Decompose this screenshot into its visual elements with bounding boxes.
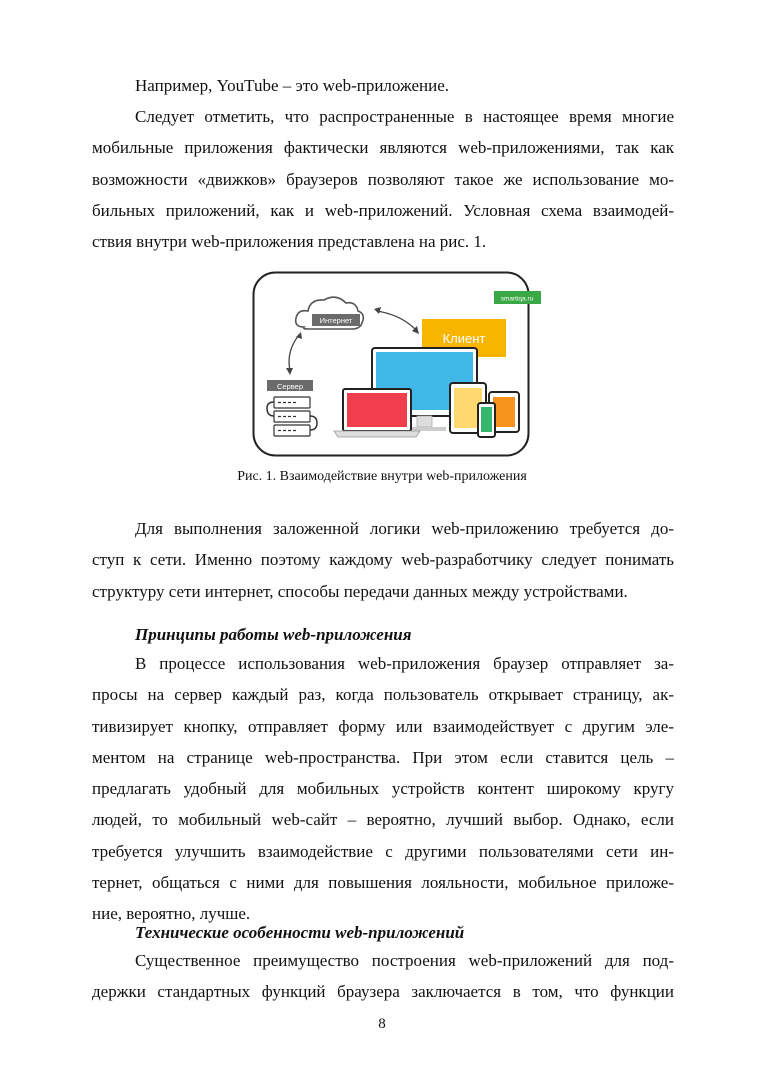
- section-heading-technical: Технические особенности web-приложений: [135, 923, 465, 942]
- section-heading-principles: Принципы работы web-приложения: [135, 625, 412, 644]
- page-number: 8: [378, 1016, 386, 1032]
- text-line: бильных приложений, как и web-приложений. Условная схема взаимодей-: [92, 200, 674, 220]
- text-line: структуру сети интернет, способы передачи данных между устройствами.: [92, 581, 628, 601]
- text-line: ние, вероятно, лучше.: [92, 904, 251, 924]
- watermark-text: smartiqa.ru: [500, 295, 534, 303]
- text-line: возможности «движков» браузеров позволяют такое же использование мо-: [92, 169, 674, 189]
- internet-label: Интернет: [319, 316, 353, 325]
- paragraph-technical: [92, 945, 674, 1008]
- text-line: Существенное преимущество построения web-приложений для под-: [135, 951, 674, 970]
- text-line: В процессе использования web-приложения браузер отправляет за-: [135, 654, 674, 673]
- paragraph-mobile-apps: [92, 101, 674, 257]
- laptop-icon: [334, 389, 420, 437]
- text-line: Например, YouTube – это web-приложение.: [135, 76, 450, 95]
- text-line: мобильные приложения фактически являются web-приложениями, так как: [92, 138, 674, 158]
- text-line: ствия внутри web-приложения представлена на рис. 1.: [92, 232, 487, 252]
- text-line: предлагать удобный для мобильных устройств контент широкому кругу: [92, 779, 674, 799]
- client-label: Клиент: [442, 331, 486, 346]
- text-line: Для выполнения заложенной логики web-приложению требуется до-: [135, 519, 674, 538]
- text-line: ступ к сети. Именно поэтому каждому web-разработчику следует понимать: [92, 550, 674, 570]
- text-line: требуется улучшить взаимодействие с другими пользователями сети ин-: [92, 841, 674, 861]
- text-line: Следует отметить, что распространенные в настоящее время многие: [135, 107, 674, 126]
- phone-icon: [478, 403, 495, 437]
- text-line: держки стандартных функций браузера заключается в том, что функции: [92, 982, 674, 1002]
- text-line: тивизирует кнопку, отправляет форму или взаимодействует с другим эле-: [92, 716, 674, 736]
- text-line: тернет, общаться с ними для повышения лояльности, мобильное приложе-: [92, 873, 674, 893]
- paragraph-network: [92, 513, 674, 607]
- text-line: просы на сервер каждый раз, когда пользователь открывает страницу, ак-: [92, 685, 674, 705]
- figure-web-app-diagram: [252, 271, 534, 457]
- text-line: людей, то мобильный web-сайт – вероятно, лучший выбор. Однако, если: [92, 810, 674, 830]
- text-line: ментом на странице web-пространства. При этом если ставится цель –: [92, 747, 674, 767]
- server-label: Сервер: [276, 382, 304, 391]
- server-icon: [267, 380, 317, 436]
- paragraph-principles: [92, 648, 674, 930]
- paragraph-intro: [92, 70, 674, 101]
- figure-caption: Рис. 1. Взаимодействие внутри web-приложения: [237, 469, 527, 484]
